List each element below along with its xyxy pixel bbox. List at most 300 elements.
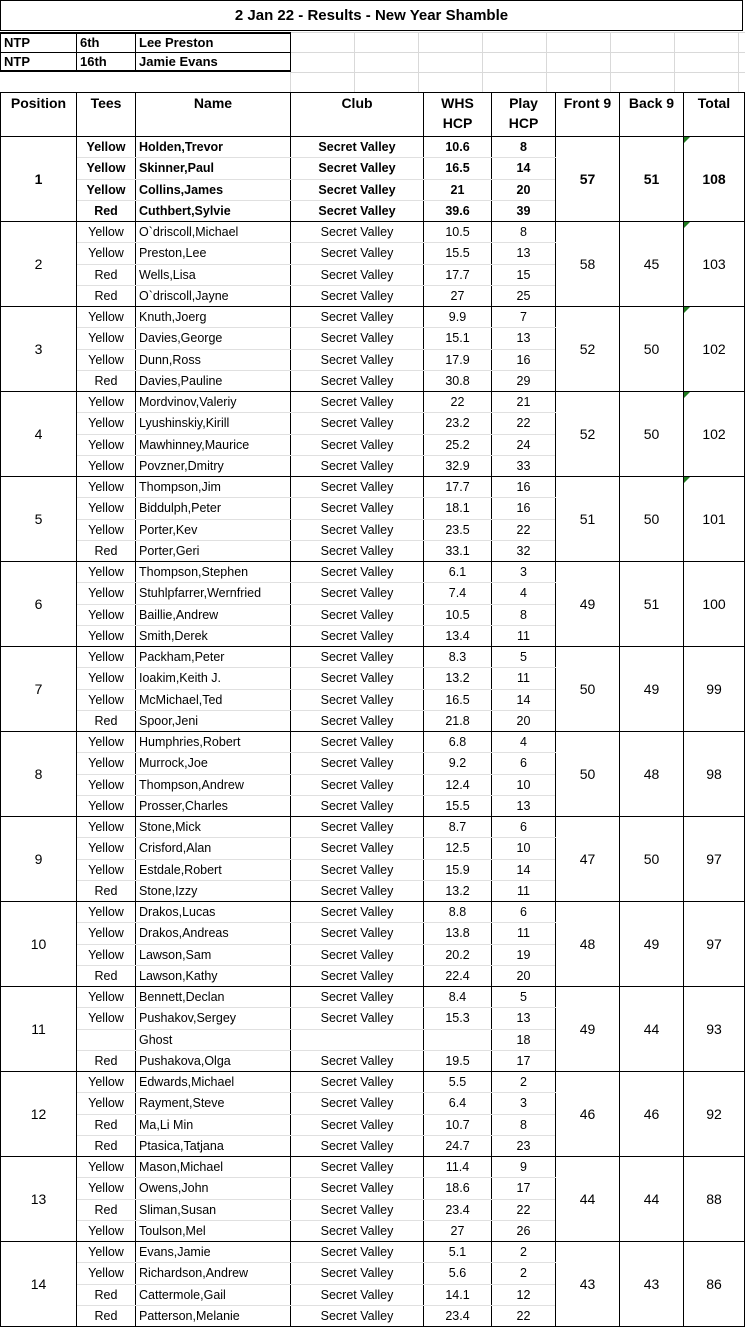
club-cell: Secret Valley — [291, 137, 424, 158]
front-cell: 52 — [556, 307, 620, 392]
whs-cell: 15.1 — [424, 328, 492, 349]
tees-cell: Yellow — [77, 179, 136, 200]
ntp-hole: 6th — [77, 33, 136, 52]
back-cell: 45 — [620, 222, 684, 307]
name-cell: Mawhinney,Maurice — [136, 434, 291, 455]
ntp-name: Lee Preston — [136, 33, 291, 52]
front-cell: 49 — [556, 562, 620, 647]
tees-cell: Yellow — [77, 647, 136, 668]
front-cell: 50 — [556, 647, 620, 732]
back-cell: 50 — [620, 392, 684, 477]
club-cell: Secret Valley — [291, 604, 424, 625]
club-cell: Secret Valley — [291, 349, 424, 370]
header-position: Position — [1, 93, 77, 137]
name-cell: Knuth,Joerg — [136, 307, 291, 328]
whs-cell: 5.1 — [424, 1242, 492, 1263]
play-cell: 6 — [492, 817, 556, 838]
club-cell: Secret Valley — [291, 732, 424, 753]
club-cell: Secret Valley — [291, 519, 424, 540]
play-cell: 14 — [492, 689, 556, 710]
back-cell: 48 — [620, 732, 684, 817]
club-cell: Secret Valley — [291, 880, 424, 901]
whs-cell: 6.4 — [424, 1093, 492, 1114]
tees-cell: Yellow — [77, 923, 136, 944]
name-cell: Stone,Izzy — [136, 880, 291, 901]
position-cell: 1 — [1, 137, 77, 222]
name-cell: Baillie,Andrew — [136, 604, 291, 625]
play-cell: 19 — [492, 944, 556, 965]
total-cell: 97 — [684, 902, 745, 987]
tees-cell: Yellow — [77, 689, 136, 710]
club-cell: Secret Valley — [291, 370, 424, 391]
total-cell: 102 — [684, 392, 745, 477]
ntp-label: NTP — [1, 33, 77, 52]
club-cell: Secret Valley — [291, 498, 424, 519]
tees-cell: Yellow — [77, 902, 136, 923]
club-cell: Secret Valley — [291, 923, 424, 944]
tees-cell: Yellow — [77, 477, 136, 498]
play-cell: 11 — [492, 923, 556, 944]
play-cell: 13 — [492, 243, 556, 264]
position-cell: 6 — [1, 562, 77, 647]
club-cell: Secret Valley — [291, 540, 424, 561]
whs-cell: 23.4 — [424, 1199, 492, 1220]
name-cell: Patterson,Melanie — [136, 1305, 291, 1326]
whs-cell: 15.3 — [424, 1008, 492, 1029]
name-cell: Davies,Pauline — [136, 370, 291, 391]
club-cell: Secret Valley — [291, 838, 424, 859]
whs-cell: 12.4 — [424, 774, 492, 795]
whs-cell: 24.7 — [424, 1135, 492, 1156]
tees-cell: Red — [77, 1114, 136, 1135]
name-cell: Smith,Derek — [136, 625, 291, 646]
club-cell: Secret Valley — [291, 1242, 424, 1263]
header-play — [492, 93, 556, 137]
club-cell: Secret Valley — [291, 1072, 424, 1093]
play-cell: 18 — [492, 1029, 556, 1050]
club-cell: Secret Valley — [291, 647, 424, 668]
tees-cell: Yellow — [77, 434, 136, 455]
empty-grid — [290, 32, 745, 92]
play-cell: 33 — [492, 455, 556, 476]
play-cell: 12 — [492, 1284, 556, 1305]
tees-cell: Yellow — [77, 987, 136, 1008]
club-cell: Secret Valley — [291, 1305, 424, 1326]
back-cell: 50 — [620, 307, 684, 392]
position-cell: 13 — [1, 1157, 77, 1242]
club-cell: Secret Valley — [291, 625, 424, 646]
play-cell: 3 — [492, 562, 556, 583]
tees-cell: Yellow — [77, 392, 136, 413]
header-front: Front 9 — [556, 93, 620, 137]
name-cell: McMichael,Ted — [136, 689, 291, 710]
club-cell: Secret Valley — [291, 200, 424, 221]
name-cell: Evans,Jamie — [136, 1242, 291, 1263]
back-cell: 44 — [620, 1157, 684, 1242]
name-cell: Preston,Lee — [136, 243, 291, 264]
total-cell: 100 — [684, 562, 745, 647]
tees-cell: Red — [77, 880, 136, 901]
play-cell: 7 — [492, 307, 556, 328]
back-cell: 51 — [620, 137, 684, 222]
name-cell: Thompson,Jim — [136, 477, 291, 498]
team-row — [1, 1157, 745, 1178]
club-cell: Secret Valley — [291, 455, 424, 476]
name-cell: Skinner,Paul — [136, 158, 291, 179]
tees-cell: Yellow — [77, 944, 136, 965]
ntp-name: Jamie Evans — [136, 52, 291, 71]
club-cell: Secret Valley — [291, 859, 424, 880]
play-cell: 13 — [492, 328, 556, 349]
club-cell: Secret Valley — [291, 392, 424, 413]
front-cell: 48 — [556, 902, 620, 987]
header-total: Total — [684, 93, 745, 137]
play-cell: 16 — [492, 477, 556, 498]
whs-cell: 22 — [424, 392, 492, 413]
club-cell: Secret Valley — [291, 179, 424, 200]
team-row — [1, 1242, 745, 1263]
play-cell: 16 — [492, 349, 556, 370]
tees-cell: Yellow — [77, 1220, 136, 1241]
name-cell: Pushakov,Sergey — [136, 1008, 291, 1029]
position-cell: 2 — [1, 222, 77, 307]
ntp-table — [0, 32, 291, 72]
club-cell: Secret Valley — [291, 1284, 424, 1305]
name-cell: Davies,George — [136, 328, 291, 349]
club-cell: Secret Valley — [291, 243, 424, 264]
play-cell: 10 — [492, 838, 556, 859]
club-cell: Secret Valley — [291, 1135, 424, 1156]
play-cell: 29 — [492, 370, 556, 391]
whs-cell: 16.5 — [424, 158, 492, 179]
tees-cell: Red — [77, 1284, 136, 1305]
whs-cell: 11.4 — [424, 1157, 492, 1178]
play-cell: 5 — [492, 987, 556, 1008]
header-name: Name — [136, 93, 291, 137]
whs-cell: 32.9 — [424, 455, 492, 476]
play-cell: 20 — [492, 179, 556, 200]
whs-cell: 12.5 — [424, 838, 492, 859]
play-cell: 17 — [492, 1178, 556, 1199]
name-cell: Ma,Li Min — [136, 1114, 291, 1135]
whs-cell: 8.4 — [424, 987, 492, 1008]
play-cell: 17 — [492, 1050, 556, 1071]
tees-cell: Red — [77, 1135, 136, 1156]
name-cell: Richardson,Andrew — [136, 1263, 291, 1284]
club-cell — [291, 1029, 424, 1050]
ntp-section — [0, 32, 745, 92]
club-cell: Secret Valley — [291, 753, 424, 774]
back-cell: 50 — [620, 817, 684, 902]
whs-cell: 17.9 — [424, 349, 492, 370]
tees-cell: Yellow — [77, 519, 136, 540]
name-cell: Cuthbert,Sylvie — [136, 200, 291, 221]
name-cell: Holden,Trevor — [136, 137, 291, 158]
back-cell: 46 — [620, 1072, 684, 1157]
club-cell: Secret Valley — [291, 264, 424, 285]
name-cell: O`driscoll,Michael — [136, 222, 291, 243]
tees-cell — [77, 1029, 136, 1050]
name-cell: Humphries,Robert — [136, 732, 291, 753]
club-cell: Secret Valley — [291, 413, 424, 434]
play-cell: 22 — [492, 519, 556, 540]
position-cell: 9 — [1, 817, 77, 902]
whs-cell: 9.2 — [424, 753, 492, 774]
play-cell: 2 — [492, 1263, 556, 1284]
total-cell: 108 — [684, 137, 745, 222]
whs-cell: 5.5 — [424, 1072, 492, 1093]
play-cell: 8 — [492, 222, 556, 243]
club-cell: Secret Valley — [291, 434, 424, 455]
name-cell: Dunn,Ross — [136, 349, 291, 370]
whs-cell: 22.4 — [424, 965, 492, 986]
results-table — [0, 92, 745, 1327]
front-cell: 57 — [556, 137, 620, 222]
tees-cell: Yellow — [77, 349, 136, 370]
total-cell: 102 — [684, 307, 745, 392]
total-cell: 103 — [684, 222, 745, 307]
header-back: Back 9 — [620, 93, 684, 137]
front-cell: 58 — [556, 222, 620, 307]
whs-cell: 8.7 — [424, 817, 492, 838]
ntp-label: NTP — [1, 52, 77, 71]
whs-cell: 10.5 — [424, 604, 492, 625]
club-cell: Secret Valley — [291, 1199, 424, 1220]
ntp-row — [1, 52, 291, 71]
name-cell: Mason,Michael — [136, 1157, 291, 1178]
team-row — [1, 817, 745, 838]
tees-cell: Red — [77, 370, 136, 391]
tees-cell: Yellow — [77, 243, 136, 264]
name-cell: Ghost — [136, 1029, 291, 1050]
name-cell: Porter,Kev — [136, 519, 291, 540]
tees-cell: Yellow — [77, 774, 136, 795]
whs-cell: 25.2 — [424, 434, 492, 455]
whs-cell: 16.5 — [424, 689, 492, 710]
whs-cell: 18.6 — [424, 1178, 492, 1199]
club-cell: Secret Valley — [291, 1114, 424, 1135]
whs-cell: 13.2 — [424, 668, 492, 689]
back-cell: 44 — [620, 987, 684, 1072]
position-cell: 11 — [1, 987, 77, 1072]
front-cell: 43 — [556, 1242, 620, 1327]
whs-cell: 15.5 — [424, 243, 492, 264]
name-cell: Edwards,Michael — [136, 1072, 291, 1093]
play-cell: 14 — [492, 158, 556, 179]
whs-cell: 8.8 — [424, 902, 492, 923]
play-cell: 22 — [492, 1199, 556, 1220]
tees-cell: Red — [77, 1199, 136, 1220]
team-row — [1, 222, 745, 243]
club-cell: Secret Valley — [291, 285, 424, 306]
tees-cell: Yellow — [77, 1157, 136, 1178]
tees-cell: Yellow — [77, 838, 136, 859]
play-cell: 32 — [492, 540, 556, 561]
tees-cell: Red — [77, 264, 136, 285]
name-cell: Drakos,Andreas — [136, 923, 291, 944]
position-cell: 8 — [1, 732, 77, 817]
tees-cell: Yellow — [77, 604, 136, 625]
play-cell: 8 — [492, 137, 556, 158]
name-cell: Povzner,Dmitry — [136, 455, 291, 476]
play-cell: 6 — [492, 902, 556, 923]
name-cell: O`driscoll,Jayne — [136, 285, 291, 306]
name-cell: Crisford,Alan — [136, 838, 291, 859]
team-row — [1, 477, 745, 498]
club-cell: Secret Valley — [291, 328, 424, 349]
play-cell: 4 — [492, 583, 556, 604]
tees-cell: Yellow — [77, 328, 136, 349]
tees-cell: Yellow — [77, 1093, 136, 1114]
club-cell: Secret Valley — [291, 710, 424, 731]
name-cell: Rayment,Steve — [136, 1093, 291, 1114]
tees-cell: Yellow — [77, 625, 136, 646]
total-cell: 88 — [684, 1157, 745, 1242]
play-cell: 11 — [492, 625, 556, 646]
header-whs-line1: WHS — [441, 95, 474, 111]
position-cell: 4 — [1, 392, 77, 477]
tees-cell: Yellow — [77, 562, 136, 583]
position-cell: 5 — [1, 477, 77, 562]
tees-cell: Red — [77, 200, 136, 221]
back-cell: 50 — [620, 477, 684, 562]
position-cell: 10 — [1, 902, 77, 987]
name-cell: Biddulph,Peter — [136, 498, 291, 519]
play-cell: 2 — [492, 1072, 556, 1093]
front-cell: 52 — [556, 392, 620, 477]
name-cell: Porter,Geri — [136, 540, 291, 561]
club-cell: Secret Valley — [291, 158, 424, 179]
whs-cell: 8.3 — [424, 647, 492, 668]
play-cell: 14 — [492, 859, 556, 880]
whs-cell: 10.5 — [424, 222, 492, 243]
whs-cell: 21.8 — [424, 710, 492, 731]
name-cell: Packham,Peter — [136, 647, 291, 668]
club-cell: Secret Valley — [291, 965, 424, 986]
whs-cell: 23.2 — [424, 413, 492, 434]
play-cell: 11 — [492, 668, 556, 689]
whs-cell: 15.5 — [424, 795, 492, 816]
play-cell: 3 — [492, 1093, 556, 1114]
header-play-line2: HCP — [508, 115, 539, 131]
name-cell: Wells,Lisa — [136, 264, 291, 285]
name-cell: Stuhlpfarrer,Wernfried — [136, 583, 291, 604]
name-cell: Pushakova,Olga — [136, 1050, 291, 1071]
club-cell: Secret Valley — [291, 583, 424, 604]
tees-cell: Yellow — [77, 413, 136, 434]
total-cell: 101 — [684, 477, 745, 562]
play-cell: 9 — [492, 1157, 556, 1178]
name-cell: Stone,Mick — [136, 817, 291, 838]
whs-cell: 13.8 — [424, 923, 492, 944]
name-cell: Owens,John — [136, 1178, 291, 1199]
tees-cell: Yellow — [77, 795, 136, 816]
total-cell: 86 — [684, 1242, 745, 1327]
sheet-title: 2 Jan 22 - Results - New Year Shamble — [0, 0, 743, 31]
tees-cell: Red — [77, 285, 136, 306]
position-cell: 14 — [1, 1242, 77, 1327]
play-cell: 23 — [492, 1135, 556, 1156]
tees-cell: Yellow — [77, 668, 136, 689]
results-body — [1, 137, 745, 1327]
name-cell: Spoor,Jeni — [136, 710, 291, 731]
club-cell: Secret Valley — [291, 1050, 424, 1071]
header-row — [1, 93, 745, 137]
tees-cell: Red — [77, 965, 136, 986]
play-cell: 22 — [492, 413, 556, 434]
name-cell: Mordvinov,Valeriy — [136, 392, 291, 413]
play-cell: 15 — [492, 264, 556, 285]
club-cell: Secret Valley — [291, 902, 424, 923]
play-cell: 2 — [492, 1242, 556, 1263]
name-cell: Sliman,Susan — [136, 1199, 291, 1220]
total-cell: 97 — [684, 817, 745, 902]
play-cell: 20 — [492, 965, 556, 986]
whs-cell: 5.6 — [424, 1263, 492, 1284]
name-cell: Collins,James — [136, 179, 291, 200]
play-cell: 4 — [492, 732, 556, 753]
position-cell: 3 — [1, 307, 77, 392]
tees-cell: Yellow — [77, 732, 136, 753]
tees-cell: Yellow — [77, 137, 136, 158]
tees-cell: Yellow — [77, 753, 136, 774]
tees-cell: Yellow — [77, 1263, 136, 1284]
ntp-row — [1, 33, 291, 52]
club-cell: Secret Valley — [291, 944, 424, 965]
club-cell: Secret Valley — [291, 222, 424, 243]
name-cell: Cattermole,Gail — [136, 1284, 291, 1305]
header-club: Club — [291, 93, 424, 137]
front-cell: 49 — [556, 987, 620, 1072]
club-cell: Secret Valley — [291, 1263, 424, 1284]
back-cell: 49 — [620, 902, 684, 987]
club-cell: Secret Valley — [291, 1178, 424, 1199]
club-cell: Secret Valley — [291, 1220, 424, 1241]
play-cell: 6 — [492, 753, 556, 774]
club-cell: Secret Valley — [291, 477, 424, 498]
total-cell: 99 — [684, 647, 745, 732]
team-row — [1, 1072, 745, 1093]
play-cell: 16 — [492, 498, 556, 519]
total-cell: 92 — [684, 1072, 745, 1157]
tees-cell: Yellow — [77, 859, 136, 880]
front-cell: 46 — [556, 1072, 620, 1157]
club-cell: Secret Valley — [291, 668, 424, 689]
club-cell: Secret Valley — [291, 987, 424, 1008]
name-cell: Lawson,Sam — [136, 944, 291, 965]
tees-cell: Yellow — [77, 1178, 136, 1199]
whs-cell: 15.9 — [424, 859, 492, 880]
whs-cell: 30.8 — [424, 370, 492, 391]
club-cell: Secret Valley — [291, 1093, 424, 1114]
name-cell: Toulson,Mel — [136, 1220, 291, 1241]
tees-cell: Red — [77, 1305, 136, 1326]
whs-cell: 20.2 — [424, 944, 492, 965]
club-cell: Secret Valley — [291, 689, 424, 710]
name-cell: Drakos,Lucas — [136, 902, 291, 923]
tees-cell: Yellow — [77, 817, 136, 838]
whs-cell: 21 — [424, 179, 492, 200]
play-cell: 21 — [492, 392, 556, 413]
header-play-line1: Play — [509, 95, 538, 111]
play-cell: 25 — [492, 285, 556, 306]
whs-cell: 17.7 — [424, 477, 492, 498]
whs-cell: 27 — [424, 285, 492, 306]
tees-cell: Yellow — [77, 307, 136, 328]
play-cell: 22 — [492, 1305, 556, 1326]
name-cell: Thompson,Andrew — [136, 774, 291, 795]
play-cell: 13 — [492, 1008, 556, 1029]
